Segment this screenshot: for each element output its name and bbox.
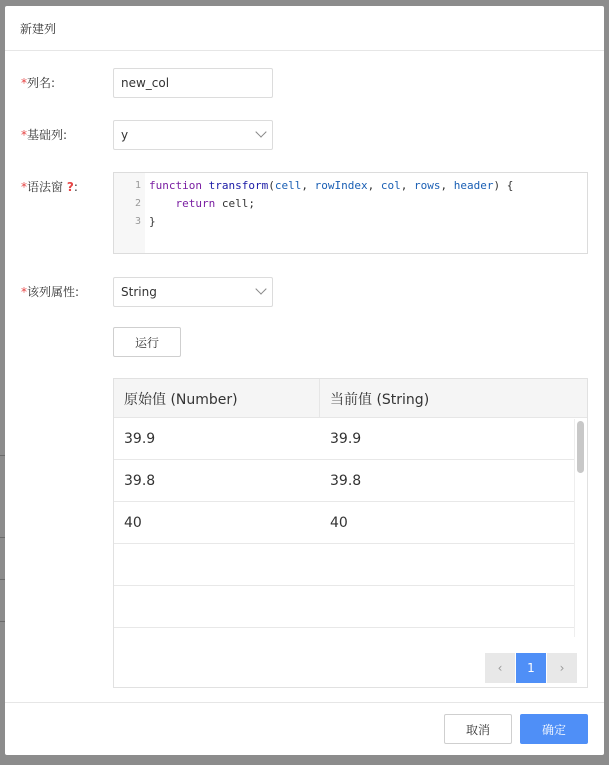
next-page-button[interactable] xyxy=(547,653,577,683)
column-name-label-text: 列名: xyxy=(27,76,56,90)
column-type-label-text: 该列属性: xyxy=(27,285,80,299)
code-line-1 xyxy=(149,179,513,192)
table-cell: 40 xyxy=(330,515,348,531)
code-keyword: return xyxy=(175,197,216,210)
line-number: 3 xyxy=(134,216,141,227)
code-punct: ( xyxy=(268,179,275,192)
code-punct: , xyxy=(400,179,414,192)
column-type-label xyxy=(21,283,79,300)
code-text: cell; xyxy=(215,197,255,210)
chevron-down-icon xyxy=(255,126,266,137)
help-icon[interactable]: ? xyxy=(66,180,74,194)
column-header-original: 原始值 (Number) xyxy=(124,391,238,408)
code-punct: , xyxy=(301,179,315,192)
run-button[interactable] xyxy=(113,327,181,357)
code-indent xyxy=(149,197,176,210)
chevron-down-icon xyxy=(255,283,266,294)
code-keyword: function xyxy=(149,179,202,192)
footer-divider xyxy=(5,702,604,703)
prev-page-button[interactable] xyxy=(485,653,515,683)
base-column-value: y xyxy=(121,128,129,142)
table-cell xyxy=(320,586,330,628)
code-gutter xyxy=(114,173,145,253)
table-cell: 39.8 xyxy=(124,473,156,489)
column-name-label xyxy=(21,74,55,91)
column-type-value: String xyxy=(121,285,157,299)
preview-table xyxy=(113,378,588,688)
table-row xyxy=(114,586,574,628)
table-cell: 40 xyxy=(124,515,142,531)
table-cell xyxy=(320,544,330,586)
new-column-dialog xyxy=(5,6,604,755)
chevron-left-icon: ‹ xyxy=(497,661,503,675)
table-row xyxy=(114,460,574,502)
code-function-name: transform xyxy=(208,179,269,192)
required-mark: * xyxy=(21,76,27,90)
table-cell: 39.9 xyxy=(124,431,156,447)
table-header xyxy=(114,379,587,418)
code-param: rows xyxy=(413,179,441,192)
base-column-label-text: 基础列: xyxy=(27,128,68,142)
confirm-button[interactable] xyxy=(520,714,588,744)
column-name-value: new_col xyxy=(121,76,170,90)
page-1-button[interactable] xyxy=(516,653,546,683)
code-param: rowIndex xyxy=(314,179,368,192)
base-column-select[interactable] xyxy=(113,120,273,150)
code-line-2 xyxy=(149,197,255,210)
code-punct: , xyxy=(367,179,381,192)
code-editor[interactable] xyxy=(113,172,588,254)
required-mark: * xyxy=(21,128,27,142)
table-cell xyxy=(114,544,124,586)
table-row xyxy=(114,502,574,544)
table-row xyxy=(114,418,574,460)
run-button-label: 运行 xyxy=(134,335,159,350)
page-number: 1 xyxy=(527,661,535,675)
code-punct: ) { xyxy=(493,179,514,192)
cancel-button-label: 取消 xyxy=(465,722,490,737)
column-name-input[interactable] xyxy=(113,68,273,98)
required-mark: * xyxy=(21,285,27,299)
base-column-label xyxy=(21,126,67,143)
table-row xyxy=(114,544,574,586)
dialog-header xyxy=(5,6,604,51)
syntax-window-label-text: 语法窗 xyxy=(27,180,64,194)
line-number: 1 xyxy=(134,180,141,191)
code-param: header xyxy=(453,179,494,192)
table-cell xyxy=(114,586,124,628)
syntax-window-label xyxy=(21,178,78,195)
required-mark: * xyxy=(21,180,27,194)
column-type-select[interactable] xyxy=(113,277,273,307)
code-line-3: } xyxy=(149,215,156,228)
code-punct: , xyxy=(440,179,454,192)
column-header-current: 当前值 (String) xyxy=(330,391,430,408)
line-number: 2 xyxy=(134,198,141,209)
table-cell: 39.8 xyxy=(330,473,362,489)
table-cell: 39.9 xyxy=(330,431,362,447)
confirm-button-label: 确定 xyxy=(541,722,566,737)
table-scrollbar-thumb[interactable] xyxy=(577,421,584,473)
code-param: cell xyxy=(274,179,302,192)
cancel-button[interactable] xyxy=(444,714,512,744)
chevron-right-icon: › xyxy=(559,661,565,675)
dialog-title: 新建列 xyxy=(20,21,57,36)
code-param: col xyxy=(380,179,401,192)
syntax-colon: : xyxy=(73,180,78,194)
